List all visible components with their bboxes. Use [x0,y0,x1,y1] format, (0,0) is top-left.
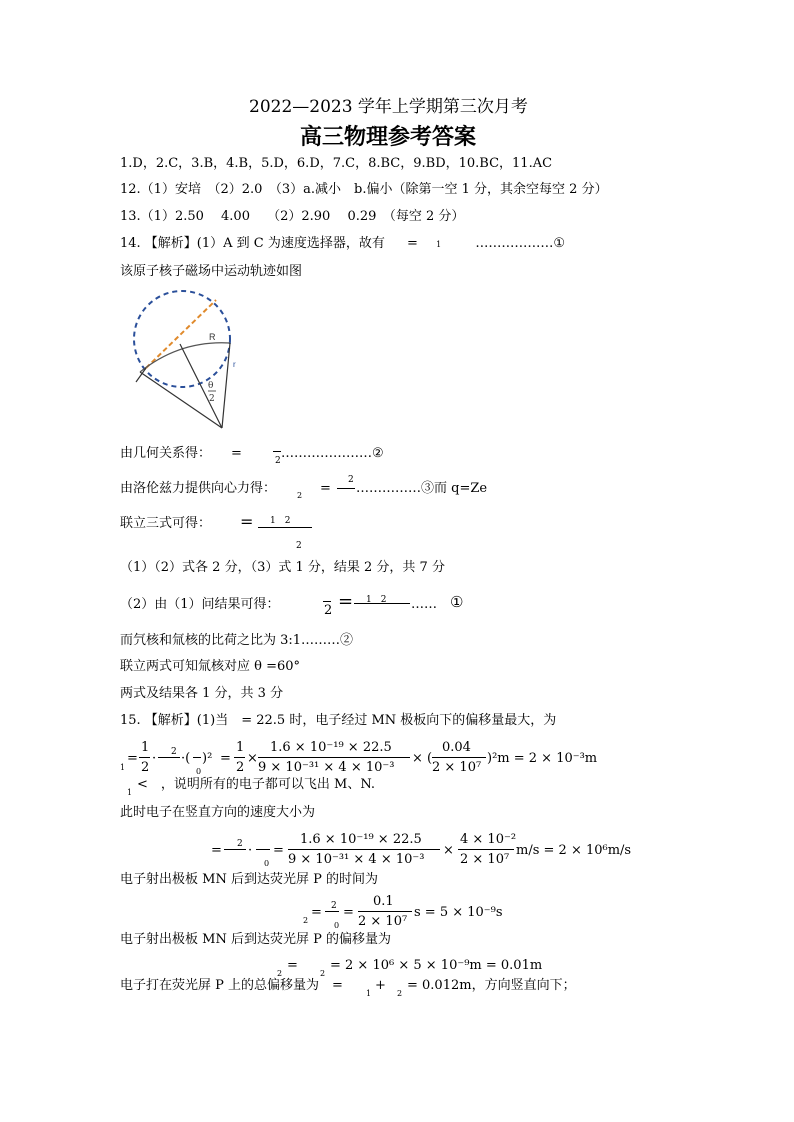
eq2-big-num: 1.6 × 10⁻¹⁹ × 22.5 [300,832,422,847]
eq2-eq-a: = [211,843,222,858]
choice-answers: 1.D，2.C，3.B，4.B，5.D，6.D，7.C，8.BC，9.BD，10.BC，11.AC [120,156,553,171]
eq2-times: × [443,843,454,858]
combine-frac-bar [258,527,312,528]
q14-intro-sub: 1 [436,240,442,249]
eq1-times: × [247,751,258,766]
eq3-sub: 2 [303,916,309,925]
lorentz-sub: 2 [297,491,303,500]
eq1-v0-bar [193,757,201,758]
center-line [180,344,222,428]
geometry-frac-bar [273,451,281,452]
q14-intro-text: 14. 【解析】(1）A 到 C 为速度选择器，故有 [120,236,385,251]
eq1-frac-bar [158,757,180,758]
eq1-tail: )²m = 2 × 10⁻³m [487,751,598,766]
eq1-paren-num: 0.04 [442,740,471,755]
q14-intro-eq: = [407,236,418,251]
geometry-prefix: 由几何关系得： [120,446,212,461]
eq2-v0-sub: 0 [264,859,270,868]
eq2-r-den: 2 × 10⁷ [460,852,510,867]
trajectory-arc [140,343,230,372]
eq1-paren-bar [432,757,486,758]
eq1-half-den: 2 [141,760,150,775]
eq3-r-num: 0.1 [373,894,394,909]
answer-key-title: 高三物理参考答案 [300,124,477,150]
eq1-lhs-sub: 1 [120,763,126,772]
combine-eq: = [240,512,254,531]
eq1-big-num: 1.6 × 10⁻¹⁹ × 22.5 [270,740,392,755]
eq1-big-bar [258,757,410,758]
label-R: R [209,332,216,342]
part2-prefix: （2）由（1）问结果可得： [120,597,280,612]
label-two: 2 [209,394,215,404]
eq2-num: 2 [237,839,243,849]
eq1-big-den: 9 × 10⁻³¹ × 4 × 10⁻³ [258,760,395,775]
q14-intro-dots: ………………① [475,236,565,251]
part2-frac-bar [323,601,331,602]
eq3-eq-a: = [311,905,322,920]
eq3-r-bar [358,911,412,912]
eq4-eq: = [287,958,298,973]
diagram-caption: 该原子核子磁场中运动轨迹如图 [120,264,303,279]
eq2-r-num: 4 × 10⁻² [460,832,517,847]
q13-answer: 13.（1）2.50 4.00 （2）2.90 0.29 （每空 2 分） [120,209,465,224]
radius-line-right [222,343,230,428]
part2-dots: …… [411,597,437,612]
lorentz-dots: ……………③而 q=Ze [356,481,488,496]
total-prefix: 电子打在荧光屏 P 上的总偏移量为 = [120,978,343,993]
exam-title: 2022—2023 学年上学期第三次月考 [249,97,528,117]
label-r: r [233,360,236,369]
q12-answer: 12.（1）安培 （2）2.0 （3）a.减小 b.偏小（除第一空 1 分，其余空每空 2 分） [120,182,608,197]
q15-intro: 15. 【解析】(1)当 = 22.5 时，电子经过 MN 极板向下的偏移量最大，为 [120,713,557,728]
eq1-eq-a: = [127,751,138,766]
part2-den: 2 [324,603,333,618]
lorentz-frac-bar [337,488,355,489]
eq3-r-den: 2 × 10⁷ [358,914,408,929]
lorentz-eq: = [320,481,331,496]
trajectory-diagram [120,288,250,438]
ratio-line: 而氕核和氚核的比荷之比为 3:1………② [120,633,354,648]
part2-circle: ① [450,593,464,611]
lorentz-prefix: 由洛伦兹力提供向心力得： [120,481,277,496]
eq2-big-bar [288,849,440,850]
eq2-v0-bar [256,849,270,850]
combine-den: 2 [296,541,302,551]
lorentz-num: 2 [348,475,354,485]
t-caption: 电子射出极板 MN 后到达荧光屏 P 的时间为 [120,872,378,887]
total-sub1: 1 [366,989,372,998]
combine-num: 1 2 [270,516,291,526]
eq3-num: 2 [331,901,337,911]
eq2-r-bar [458,849,514,850]
eq3-eq-b: = [343,905,354,920]
eq2-big-den: 9 × 10⁻³¹ × 4 × 10⁻³ [288,852,425,867]
geometry-den: 2 [275,456,281,466]
eq1-open: × ( [412,751,433,766]
lt-sub: 1 [127,788,133,797]
eq1-half-bar [139,757,150,758]
label-theta: θ [208,381,214,391]
eq4-sub2: 2 [320,969,326,978]
total-tail: = 0.012m，方向竖直向下； [407,978,576,993]
eq2-frac-bar [224,849,246,850]
total-plus: + [375,978,386,993]
eq3-den: 0 [334,921,340,930]
eq2-tail: m/s = 2 × 10⁶m/s [516,843,632,858]
eq1-half2-num: 1 [236,740,245,755]
y2-caption: 电子射出极板 MN 后到达荧光屏 P 的偏移量为 [120,932,391,947]
eq1-dot-left: · [152,751,157,766]
eq4-tail: = 2 × 10⁶ × 5 × 10⁻⁹m = 0.01m [330,958,543,973]
eq1-paren-den: 2 × 10⁷ [432,760,482,775]
eq1-half-num: 1 [141,740,150,755]
score-part1: （1）（2）式各 2 分，（3）式 1 分，结果 2 分，共 7 分 [120,560,445,575]
geometry-dots: …………………② [281,446,384,461]
eq4-sub: 2 [277,969,283,978]
part2-num: 1 2 [366,595,387,605]
total-sub2: 2 [397,989,403,998]
lt-line: < ，说明所有的电子都可以飞出 M、N. [137,777,376,792]
eq2-eq-b: = [273,843,284,858]
combine-prefix: 联立三式可得： [120,516,212,531]
part2-eq: = [338,591,354,612]
eq3-frac-bar [325,911,339,912]
eq1-frac-num: 2 [171,747,177,757]
eq1-dot-paren: ·( [181,751,191,766]
geometry-eq: = [231,446,242,461]
q14-intro [120,236,565,253]
angle-line: 联立两式可知氚核对应 θ =60° [120,659,301,674]
eq1-half2-den: 2 [236,760,245,775]
eq3-tail: s = 5 × 10⁻⁹s [414,905,503,920]
eq2-dot: · [248,843,253,858]
eq1-half2-bar [234,757,245,758]
eq1-v0-sub: 0 [196,767,202,776]
vy-caption: 此时电子在竖直方向的速度大小为 [120,805,316,820]
eq1-sq: )² [202,751,213,766]
score-part2: 两式及结果各 1 分，共 3 分 [120,686,284,701]
orange-dashed-radius [146,300,216,368]
eq1-eq-b: = [220,751,231,766]
part2-long-bar [354,603,410,604]
magnetic-field-circle [134,291,230,387]
